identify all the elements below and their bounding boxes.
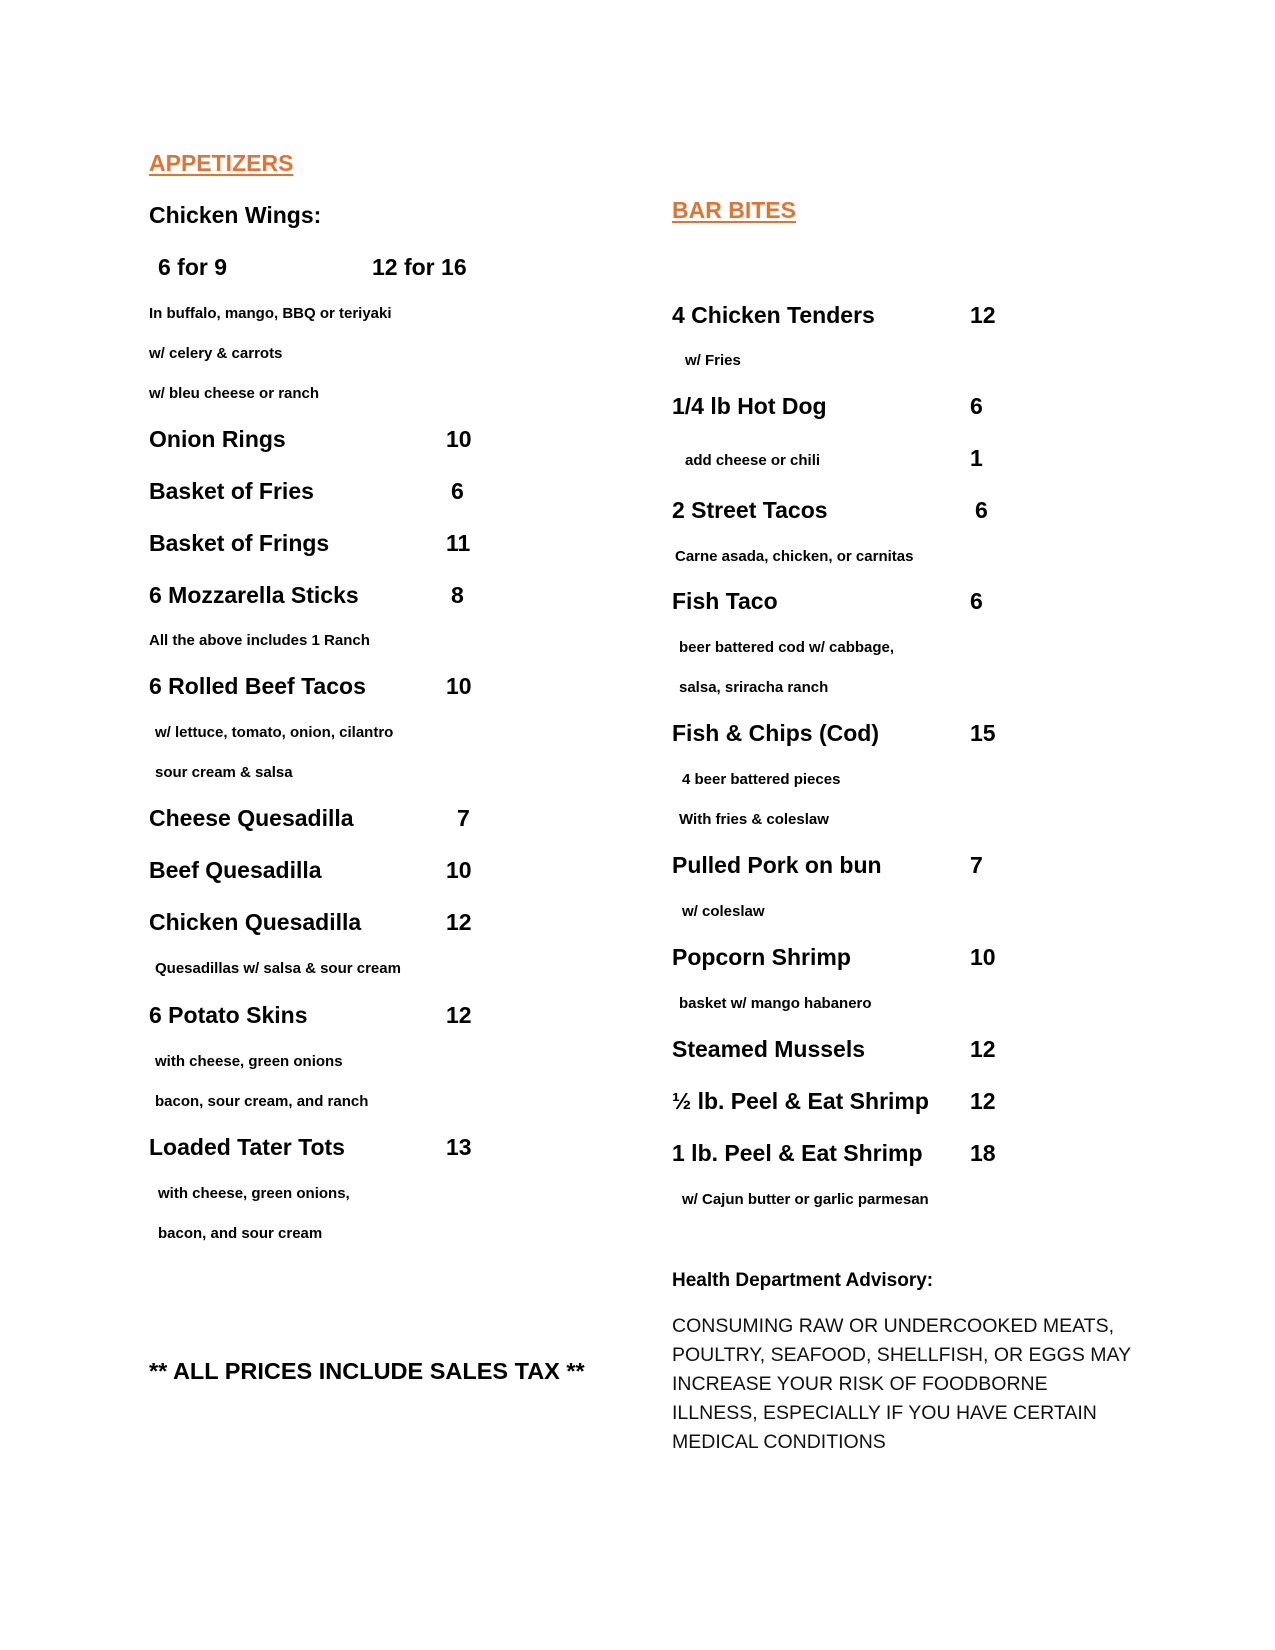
menu-item-note: w/ Fries [685, 352, 741, 369]
menu-item-note: bacon, sour cream, and ranch [155, 1093, 369, 1110]
menu-item-addon-price: 1 [970, 445, 983, 471]
menu-item-price: 10 [446, 426, 472, 452]
menu-item-price: 6 [975, 497, 988, 523]
menu-item-price: 12 [970, 302, 996, 328]
menu-item-price: 11 [446, 530, 471, 556]
advisory-title: Health Department Advisory: [672, 1270, 934, 1291]
menu-item-name: Basket of Fries [149, 478, 314, 504]
menu-item-name: 2 Street Tacos [672, 497, 828, 523]
menu-item-note: w/ Cajun butter or garlic parmesan [682, 1191, 929, 1208]
menu-item-name: Cheese Quesadilla [149, 805, 354, 831]
bar-bites-heading: BAR BITES [672, 197, 796, 223]
advisory-body: CONSUMING RAW OR UNDERCOOKED MEATS, POULTRY, SEAFOOD, SHELLFISH, OR EGGS MAY INCREASE YOUR RISK OF FOODBORNE ILLNESS, ESPECIALLY IF YOU HAVE CERTAIN MEDICAL CONDITIONS [672, 1315, 1131, 1453]
menu-item-price: 12 [970, 1088, 996, 1114]
menu-item-price: 10 [446, 673, 472, 699]
menu-item-note: w/ coleslaw [682, 903, 765, 920]
menu-item-note: with cheese, green onions, [158, 1185, 350, 1202]
menu-item-name: 6 Potato Skins [149, 1002, 308, 1028]
menu-item-price: 18 [970, 1140, 996, 1166]
menu-item-name: Basket of Frings [149, 530, 330, 556]
menu-item-note: sour cream & salsa [155, 764, 293, 781]
wings-note: In buffalo, mango, BBQ or teriyaki [149, 305, 392, 322]
menu-item-price: 12 [446, 1002, 472, 1028]
menu-item-name: ½ lb. Peel & Eat Shrimp [672, 1088, 929, 1114]
menu-item-name: Onion Rings [149, 426, 286, 452]
menu-item-price: 12 [446, 909, 472, 935]
appetizers-heading: APPETIZERS [149, 150, 294, 176]
menu-item-note: 4 beer battered pieces [682, 771, 841, 788]
menu-item-price: 7 [457, 805, 470, 831]
menu-item-note: Carne asada, chicken, or carnitas [675, 548, 914, 565]
menu-item-note: w/ lettuce, tomato, onion, cilantro [155, 724, 394, 741]
menu-item-name: 6 Mozzarella Sticks [149, 582, 359, 608]
menu-item-note: salsa, sriracha ranch [679, 679, 829, 696]
wings-note: w/ bleu cheese or ranch [149, 385, 320, 402]
menu-item-price: 6 [451, 478, 464, 504]
menu-item-name: Fish & Chips (Cod) [672, 720, 879, 746]
menu-item-name: 4 Chicken Tenders [672, 302, 875, 328]
menu-item-price: 12 [970, 1036, 996, 1062]
menu-item-name: 1/4 lb Hot Dog [672, 393, 827, 419]
chicken-wings-title: Chicken Wings: [149, 202, 322, 228]
menu-item-price: 13 [446, 1134, 472, 1160]
wings-option-12: 12 for 16 [372, 254, 467, 280]
menu-item-note: with cheese, green onions [155, 1053, 343, 1070]
menu-item-name: 6 Rolled Beef Tacos [149, 673, 366, 699]
wings-option-6: 6 for 9 [158, 254, 228, 280]
sales-tax-note: ** ALL PRICES INCLUDE SALES TAX ** [149, 1358, 585, 1384]
menu-item-price: 7 [970, 852, 983, 878]
menu-item-name: Steamed Mussels [672, 1036, 866, 1062]
menu-item-price: 8 [451, 582, 464, 608]
menu-item-name: Loaded Tater Tots [149, 1134, 345, 1160]
menu-item-price: 10 [446, 857, 472, 883]
menu-item-name: Fish Taco [672, 588, 778, 614]
menu-item-addon: add cheese or chili [685, 452, 821, 469]
menu-item-note: bacon, and sour cream [158, 1225, 323, 1242]
menu-item-price: 6 [970, 588, 983, 614]
menu-item-note: beer battered cod w/ cabbage, [679, 639, 895, 656]
menu-item-price: 10 [970, 944, 996, 970]
menu-item-name: Popcorn Shrimp [672, 944, 851, 970]
menu-item-note: With fries & coleslaw [679, 811, 829, 828]
menu-item-price: 15 [970, 720, 996, 746]
menu-item-note: basket w/ mango habanero [679, 995, 872, 1012]
menu-item-name: Chicken Quesadilla [149, 909, 362, 935]
quesadilla-note: Quesadillas w/ salsa & sour cream [155, 960, 401, 977]
menu-item-name: Beef Quesadilla [149, 857, 322, 883]
ranch-note: All the above includes 1 Ranch [149, 632, 370, 649]
menu-item-name: 1 lb. Peel & Eat Shrimp [672, 1140, 923, 1166]
menu-item-name: Pulled Pork on bun [672, 852, 882, 878]
wings-note: w/ celery & carrots [149, 345, 283, 362]
menu-item-price: 6 [970, 393, 983, 419]
